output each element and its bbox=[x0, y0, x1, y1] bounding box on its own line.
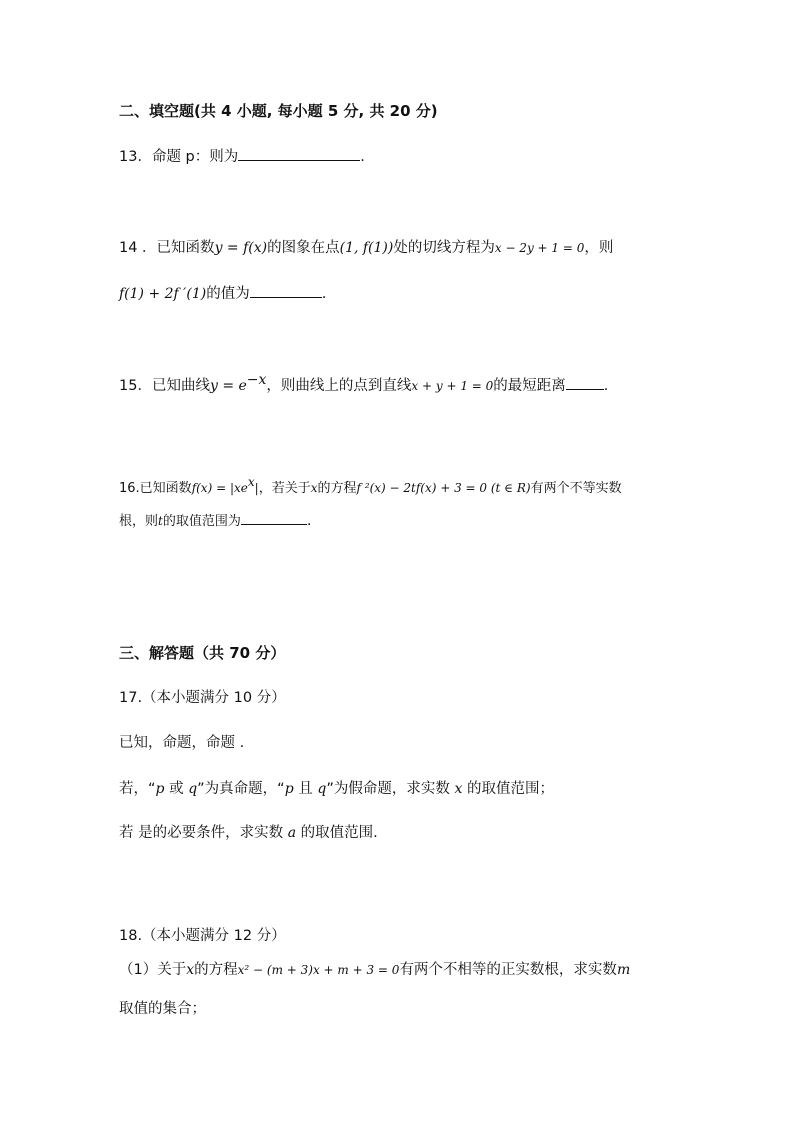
math-variable-q: q bbox=[188, 781, 198, 797]
question-17-line-1: 已知，命题，命题 . bbox=[119, 735, 245, 751]
answer-blank-13 bbox=[238, 146, 360, 161]
math-function: f(x) = |xe bbox=[191, 481, 248, 495]
math-curve: y = e bbox=[209, 378, 247, 394]
answer-blank-15 bbox=[566, 375, 604, 390]
question-15-end: . bbox=[603, 378, 609, 394]
question-16-text-2: 根，则 bbox=[119, 514, 159, 529]
math-expression: f(1) + 2f ′(1) bbox=[119, 286, 207, 302]
q17-text-h: 的取值范围. bbox=[296, 825, 378, 841]
math-variable-t: t bbox=[158, 514, 163, 528]
q18-text-b: 的方程 bbox=[194, 962, 238, 978]
math-function: y = f(x) bbox=[214, 240, 268, 256]
question-14-text: 14 ．已知函数 bbox=[119, 240, 215, 256]
math-exponent: x bbox=[247, 475, 255, 489]
math-line-equation: x + y + 1 = 0 bbox=[411, 379, 494, 393]
math-variable-a: a bbox=[287, 825, 297, 841]
math-variable-p: p bbox=[155, 781, 165, 797]
math-equation: x² − (m + 3)x + m + 3 = 0 bbox=[237, 963, 400, 977]
q18-text-c: 有两个不相等的正实数根，求实数 bbox=[399, 962, 617, 978]
question-14-text-mid2: 处的切线方程为 bbox=[393, 240, 495, 256]
question-17-line-2 bbox=[119, 779, 554, 799]
question-14-line-2 bbox=[119, 283, 326, 304]
question-17-line-3 bbox=[119, 823, 378, 843]
question-16-end: . bbox=[306, 513, 312, 529]
question-15-text-mid: ，则曲线上的点到直线 bbox=[266, 378, 412, 394]
math-point: (1, f(1)) bbox=[339, 240, 394, 256]
question-14-text-mid: 的图象在点 bbox=[267, 240, 340, 256]
question-14-text-2: 的值为 bbox=[206, 286, 250, 302]
question-16-text-mid: ，若关于 bbox=[258, 481, 311, 496]
question-13 bbox=[119, 146, 365, 167]
math-variable-x: x bbox=[186, 962, 195, 978]
question-16-text-mid2: 的方程 bbox=[317, 481, 357, 496]
question-16-text: 16.已知函数 bbox=[119, 481, 192, 496]
section-heading-solutions: 三、解答题（共 70 分） bbox=[119, 644, 286, 662]
q17-text-e: ”为假命题，求实数 bbox=[326, 781, 455, 797]
question-15-text-suffix: 的最短距离 bbox=[493, 378, 566, 394]
q17-text-c: ”为真命题，“ bbox=[197, 781, 285, 797]
answer-blank-14 bbox=[250, 283, 322, 298]
math-variable-q: q bbox=[317, 781, 327, 797]
q17-text-f: 的取值范围； bbox=[462, 781, 554, 797]
math-variable-m: m bbox=[616, 962, 631, 978]
question-17-title: 17.（本小题满分 10 分） bbox=[119, 690, 286, 706]
math-abs-bar: | bbox=[254, 481, 259, 495]
question-13-end: . bbox=[360, 149, 365, 165]
q18-text-a: （1）关于 bbox=[119, 962, 187, 978]
math-variable-x: x bbox=[454, 781, 463, 797]
question-15 bbox=[119, 370, 608, 396]
question-18-line-1 bbox=[119, 960, 630, 980]
question-14-line-1 bbox=[119, 238, 613, 258]
question-18-line-2: 取值的集合； bbox=[119, 1001, 206, 1017]
question-18-title: 18.（本小题满分 12 分） bbox=[119, 928, 286, 944]
section-heading-fill-in: 二、填空题(共 4 小题, 每小题 5 分, 共 20 分) bbox=[119, 102, 438, 120]
q17-text-a: 若，“ bbox=[119, 781, 156, 797]
q17-text-b: 或 bbox=[164, 781, 189, 797]
math-tangent-equation: x − 2y + 1 = 0 bbox=[494, 241, 585, 255]
question-15-text: 15．已知曲线 bbox=[119, 378, 210, 394]
question-14-end: . bbox=[321, 286, 327, 302]
question-16-line-2 bbox=[119, 510, 311, 532]
math-variable-x: x bbox=[310, 481, 318, 495]
question-13-text: 13．命题 p：则为 bbox=[119, 149, 239, 165]
q17-text-d: 且 bbox=[293, 781, 318, 797]
q17-text-g: 若 是的必要条件，求实数 bbox=[119, 825, 288, 841]
question-16-line-1 bbox=[119, 472, 622, 499]
math-equation: f ²(x) − 2tf(x) + 3 = 0 (t ∈ R) bbox=[356, 481, 531, 495]
math-variable-p: p bbox=[284, 781, 294, 797]
answer-blank-16 bbox=[241, 510, 307, 525]
question-16-text-3: 的取值范围为 bbox=[162, 514, 241, 529]
question-16-text-suffix: 有两个不等实数 bbox=[530, 481, 622, 496]
question-14-text-suffix: ，则 bbox=[584, 240, 614, 256]
math-exponent: −x bbox=[246, 372, 267, 388]
